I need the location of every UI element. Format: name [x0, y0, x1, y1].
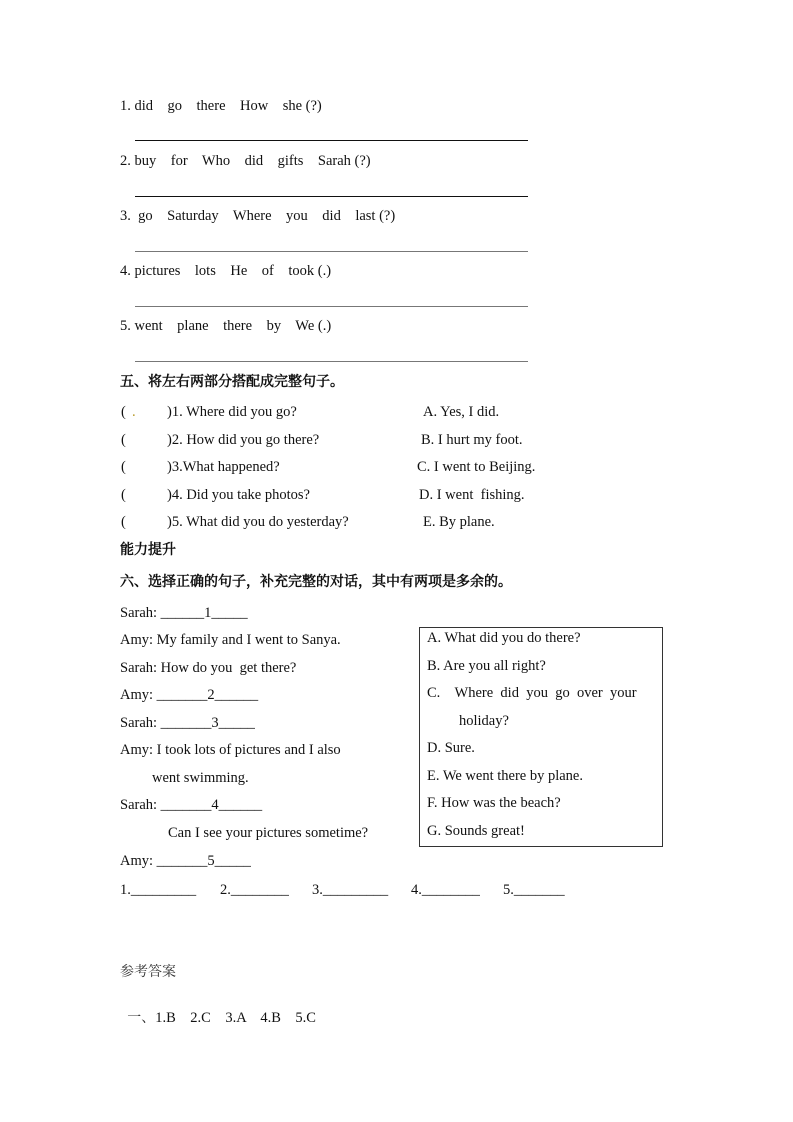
- dialogue-line-7[interactable]: Sarah: _______4______: [120, 797, 263, 813]
- question-5: )5. What did you do yesterday?: [167, 514, 349, 530]
- answer-option-c: C. I went to Beijing.: [417, 459, 536, 475]
- dialogue-line-6-cont: went swimming.: [152, 770, 249, 786]
- option-f: F. How was the beach?: [427, 795, 561, 811]
- reorder-item-4: 4. pictures lots He of took (.): [120, 263, 332, 279]
- answer-blank-3[interactable]: 3._________: [312, 882, 389, 898]
- dialogue-line-3: Sarah: How do you get there?: [120, 660, 297, 676]
- answers-line-1: [120, 996, 316, 1025]
- dialogue-line-7-cont: Can I see your pictures sometime?: [168, 825, 369, 841]
- section6-title: 六、选择正确的句子，补充完整的对话，其中有两项是多余的。: [120, 574, 512, 590]
- question-3: )3.What happened?: [167, 459, 280, 475]
- answer-paren-open[interactable]: (: [121, 514, 126, 530]
- answer-line-3[interactable]: [135, 251, 528, 252]
- answer-option-b: B. I hurt my foot.: [421, 432, 523, 448]
- answer-paren-open[interactable]: (: [121, 432, 126, 448]
- reorder-item-5: 5. went plane there by We (.): [120, 318, 332, 334]
- answers-line-1-prefix: 一、: [127, 1009, 156, 1026]
- stray-mark: .: [132, 404, 136, 420]
- question-2: )2. How did you go there?: [167, 432, 320, 448]
- reorder-item-2: 2. buy for Who did gifts Sarah (?): [120, 153, 371, 169]
- dialogue-line-8[interactable]: Amy: _______5_____: [120, 853, 251, 869]
- answer-option-e: E. By plane.: [423, 514, 495, 530]
- options-box: [419, 627, 663, 847]
- question-1: )1. Where did you go?: [167, 404, 297, 420]
- answer-blank-2[interactable]: 2.________: [220, 882, 289, 898]
- ability-heading: 能力提升: [120, 542, 176, 558]
- option-a: A. What did you do there?: [427, 630, 581, 646]
- dialogue-line-5[interactable]: Sarah: _______3_____: [120, 715, 255, 731]
- section5-title: 五、将左右两部分搭配成完整句子。: [120, 374, 344, 390]
- answer-blank-4[interactable]: 4.________: [411, 882, 480, 898]
- reorder-item-3: 3. go Saturday Where you did last (?): [120, 208, 396, 224]
- dialogue-line-6: Amy: I took lots of pictures and I also: [120, 742, 341, 758]
- option-g: G. Sounds great!: [427, 823, 525, 839]
- option-c: C. Where did you go over your: [427, 685, 637, 701]
- answer-line-2[interactable]: [135, 196, 528, 197]
- option-e: E. We went there by plane.: [427, 768, 583, 784]
- dialogue-line-1[interactable]: Sarah: ______1_____: [120, 605, 248, 621]
- option-c-cont: holiday?: [459, 713, 509, 729]
- question-4: )4. Did you take photos?: [167, 487, 310, 503]
- answer-line-4[interactable]: [135, 306, 528, 307]
- dialogue-line-4[interactable]: Amy: _______2______: [120, 687, 259, 703]
- dialogue-line-2: Amy: My family and I went to Sanya.: [120, 632, 341, 648]
- answers-line-1-values: 1.B 2.C 3.A 4.B 5.C: [155, 1009, 316, 1026]
- answer-line-5[interactable]: [135, 361, 528, 362]
- answer-blank-5[interactable]: 5._______: [503, 882, 565, 898]
- answer-blank-1[interactable]: 1._________: [120, 882, 197, 898]
- answer-paren-open[interactable]: (: [121, 404, 126, 420]
- option-d: D. Sure.: [427, 740, 475, 756]
- answer-option-a: A. Yes, I did.: [423, 404, 500, 420]
- answer-line-1[interactable]: [135, 140, 528, 141]
- option-b: B. Are you all right?: [427, 658, 546, 674]
- reorder-item-1: 1. did go there How she (?): [120, 98, 322, 114]
- answer-option-d: D. I went fishing.: [419, 487, 525, 503]
- answer-paren-open[interactable]: (: [121, 487, 126, 503]
- answers-heading: 参考答案: [120, 964, 176, 980]
- answer-paren-open[interactable]: (: [121, 459, 126, 475]
